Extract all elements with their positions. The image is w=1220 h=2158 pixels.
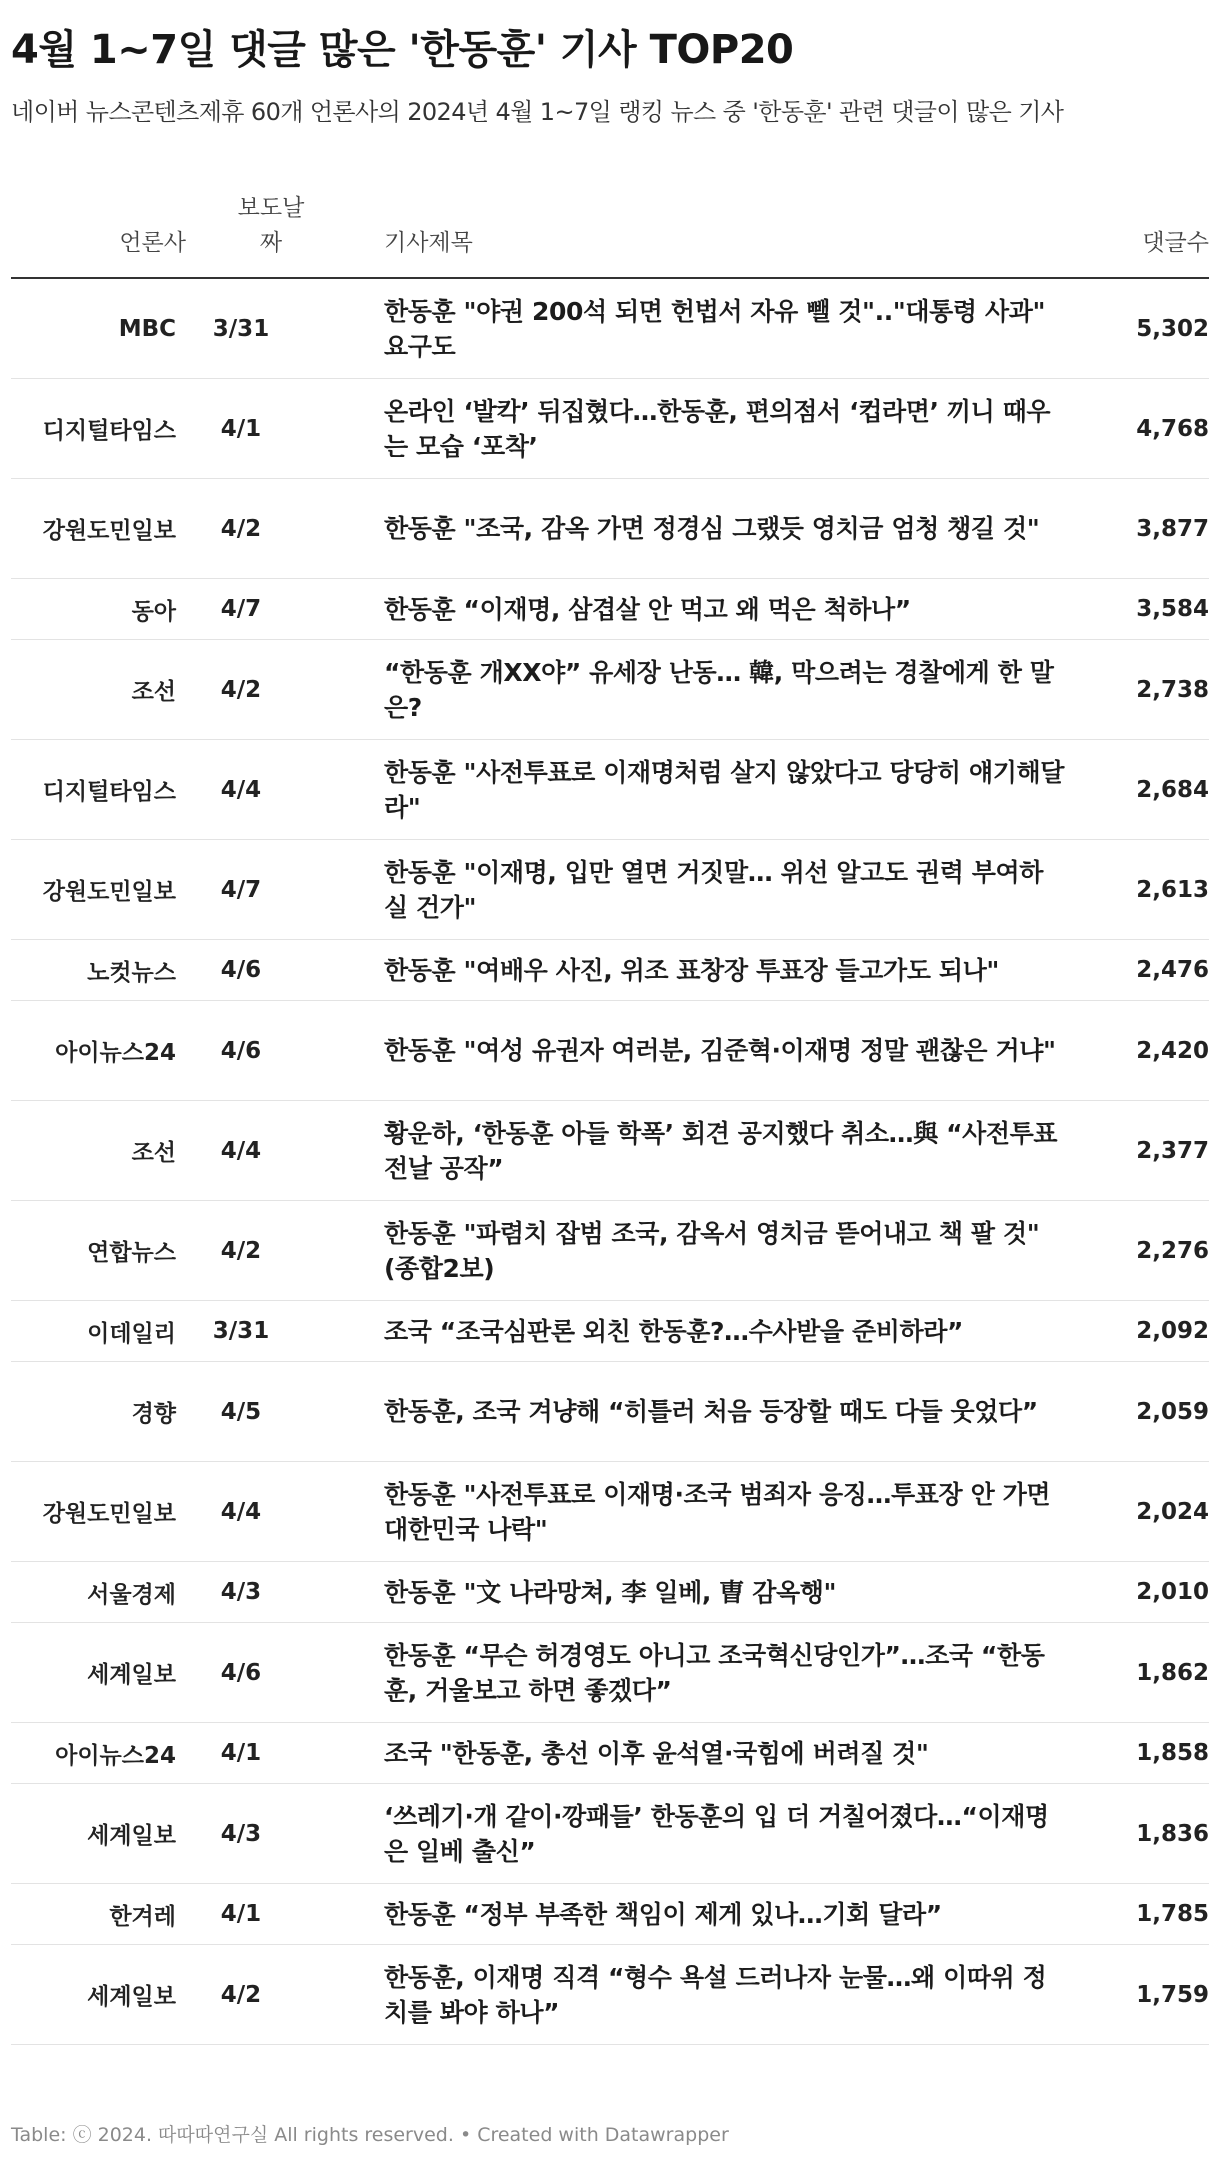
cell-date: 3/31	[212, 315, 270, 342]
ranking-table	[11, 180, 1209, 2045]
cell-press: 세계일보	[87, 1823, 176, 1849]
table-row	[11, 1101, 1209, 1201]
cell-date: 4/1	[220, 415, 262, 442]
table-header	[11, 180, 1209, 279]
header-press[interactable]: 언론사	[119, 230, 186, 256]
cell-title: 한동훈 "야권 200석 되면 헌법서 자유 뺄 것".."대통령 사과" 요구도	[384, 296, 1046, 361]
cell-press: 아이뉴스24	[55, 1742, 176, 1769]
cell-comments: 2,613	[1136, 876, 1209, 903]
cell-title: 한동훈 "사전투표로 이재명·조국 범죄자 응징…투표장 안 가면 대한민국 나락"	[384, 1479, 1051, 1544]
header-date[interactable]: 보도날 짜	[237, 195, 305, 256]
cell-comments: 2,010	[1136, 1579, 1209, 1605]
table-row	[11, 1001, 1209, 1101]
cell-date: 4/4	[220, 1137, 262, 1164]
cell-comments: 1,785	[1136, 1901, 1209, 1927]
cell-press: 아이뉴스24	[55, 1040, 176, 1066]
cell-title: 한동훈 “정부 부족한 책임이 제게 있나…기회 달라”	[384, 1899, 942, 1929]
cell-date: 4/2	[220, 676, 262, 703]
table-row	[11, 1784, 1209, 1884]
cell-comments: 2,738	[1136, 676, 1209, 703]
cell-title: 한동훈 "파렴치 잡범 조국, 감옥서 영치금 뜯어내고 책 팔 것"(종합2보)	[384, 1218, 1040, 1283]
cell-press: 세계일보	[87, 1662, 176, 1688]
chart-subtitle: 네이버 뉴스콘텐츠제휴 60개 언론사의 2024년 4월 1~7일 랭킹 뉴스 중 '한동훈' 관련 댓글이 많은 기사	[11, 98, 1064, 126]
table-row	[11, 1884, 1209, 1945]
cell-date: 4/7	[220, 596, 262, 622]
cell-date: 4/2	[220, 1981, 262, 2008]
cell-press: 강원도민일보	[42, 879, 176, 905]
cell-title: 온라인 ‘발칵’ 뒤집혔다…한동훈, 편의점서 ‘컵라면’ 끼니 때우는 모습 ‘포착’	[384, 396, 1051, 461]
cell-title: 한동훈 "文 나라망쳐, 李 일베, 曺 감옥행"	[384, 1577, 837, 1607]
cell-title: 한동훈 "여배우 사진, 위조 표창장 투표장 들고가도 되나"	[384, 955, 999, 985]
cell-press: 디지털타임스	[42, 418, 176, 444]
cell-comments: 2,024	[1136, 1498, 1209, 1525]
cell-press: 디지털타임스	[42, 779, 176, 805]
cell-press: 세계일보	[87, 1984, 176, 2010]
chart-title: 4월 1~7일 댓글 많은 '한동훈' 기사 TOP20	[11, 27, 794, 73]
table-row	[11, 1562, 1209, 1623]
cell-title: 한동훈, 이재명 직격 “형수 욕설 드러나자 눈물…왜 이따위 정치를 봐야 하나”	[384, 1962, 1047, 2027]
cell-title: 한동훈 "여성 유권자 여러분, 김준혁·이재명 정말 괜찮은 거냐"	[384, 1036, 1056, 1065]
cell-press: 이데일리	[87, 1320, 176, 1347]
cell-date: 4/2	[220, 515, 262, 542]
cell-title: 한동훈 "조국, 감옥 가면 정경심 그랬듯 영치금 엄청 챙길 것"	[384, 514, 1040, 543]
cell-date: 4/4	[220, 1498, 262, 1525]
cell-press: 한겨레	[109, 1903, 176, 1930]
cell-press: 노컷뉴스	[87, 959, 176, 986]
cell-press: 강원도민일보	[42, 1501, 176, 1527]
cell-title: 한동훈 "이재명, 입만 열면 거짓말… 위선 알고도 권력 부여하실 건가"	[384, 857, 1044, 922]
cell-date: 4/1	[220, 1740, 262, 1766]
table-row	[11, 1362, 1209, 1462]
cell-comments: 1,862	[1136, 1659, 1209, 1686]
table-row	[11, 1201, 1209, 1301]
cell-title: ‘쓰레기·개 같이·깡패들’ 한동훈의 입 더 거칠어졌다…“이재명은 일베 출신”	[384, 1801, 1049, 1866]
cell-comments: 2,059	[1136, 1398, 1209, 1425]
cell-comments: 1,858	[1136, 1740, 1209, 1766]
cell-comments: 4,768	[1136, 415, 1209, 442]
cell-title: 조국 “조국심판론 외친 한동훈?…수사받을 준비하라”	[384, 1316, 963, 1346]
table-row	[11, 1301, 1209, 1362]
cell-comments: 3,584	[1136, 596, 1209, 622]
cell-date: 4/6	[220, 957, 262, 983]
cell-comments: 3,877	[1136, 515, 1209, 542]
cell-date: 4/3	[220, 1579, 262, 1605]
cell-press: 조선	[131, 1140, 176, 1166]
cell-press: 서울경제	[87, 1581, 176, 1608]
table-row	[11, 1723, 1209, 1784]
cell-comments: 2,092	[1136, 1318, 1209, 1344]
cell-date: 4/1	[220, 1901, 262, 1927]
table-row	[11, 279, 1209, 379]
cell-title: 한동훈, 조국 겨냥해 “히틀러 처음 등장할 때도 다들 웃었다”	[384, 1397, 1038, 1426]
cell-press: 강원도민일보	[42, 518, 176, 544]
header-comments[interactable]: 댓글수	[1142, 230, 1209, 256]
cell-date: 4/6	[220, 1037, 262, 1064]
table-row	[11, 1623, 1209, 1723]
cell-date: 4/3	[220, 1820, 262, 1847]
cell-comments: 1,759	[1136, 1981, 1209, 2008]
cell-date: 4/6	[220, 1659, 262, 1686]
cell-title: “한동훈 개XX야” 유세장 난동… 韓, 막으려는 경찰에게 한 말은?	[384, 657, 1054, 722]
table-row	[11, 1462, 1209, 1562]
table-row	[11, 640, 1209, 740]
cell-comments: 2,420	[1136, 1037, 1209, 1064]
table-row	[11, 379, 1209, 479]
table-row	[11, 840, 1209, 940]
cell-title: 한동훈 “무슨 허경영도 아니고 조국혁신당인가”…조국 “한동훈, 거울보고 하면 좋겠다”	[384, 1640, 1045, 1705]
cell-date: 3/31	[212, 1318, 270, 1344]
header-title[interactable]: 기사제목	[384, 230, 473, 256]
cell-comments: 2,476	[1136, 957, 1209, 983]
cell-title: 황운하, ‘한동훈 아들 학폭’ 회견 공지했다 취소…與 “사전투표 전날 공작”	[384, 1118, 1058, 1183]
table-row	[11, 1945, 1209, 2045]
cell-title: 한동훈 “이재명, 삼겹살 안 먹고 왜 먹은 척하나”	[384, 594, 911, 624]
cell-date: 4/5	[220, 1398, 262, 1425]
cell-comments: 2,276	[1136, 1237, 1209, 1264]
cell-comments: 2,377	[1136, 1137, 1209, 1164]
table-row	[11, 740, 1209, 840]
table-row	[11, 579, 1209, 640]
cell-comments: 1,836	[1136, 1820, 1209, 1847]
cell-press: MBC	[118, 315, 176, 342]
chart-footer: Table: ⓒ 2024. 따따따연구실 All rights reserved. • Created with Datawrapper	[11, 2124, 729, 2146]
cell-press: 경향	[131, 1401, 176, 1427]
cell-press: 연합뉴스	[87, 1240, 176, 1266]
table-row	[11, 479, 1209, 579]
cell-press: 조선	[131, 679, 176, 705]
cell-press: 동아	[131, 598, 176, 625]
table-body	[11, 279, 1209, 2045]
cell-date: 4/4	[220, 776, 262, 803]
cell-date: 4/2	[220, 1237, 262, 1264]
cell-title: 조국 "한동훈, 총선 이후 윤석열·국힘에 버려질 것"	[384, 1738, 929, 1768]
cell-comments: 2,684	[1136, 776, 1209, 803]
cell-title: 한동훈 "사전투표로 이재명처럼 살지 않았다고 당당히 얘기해달라"	[384, 757, 1064, 822]
table-row	[11, 940, 1209, 1001]
cell-comments: 5,302	[1136, 315, 1209, 342]
cell-date: 4/7	[220, 876, 262, 903]
